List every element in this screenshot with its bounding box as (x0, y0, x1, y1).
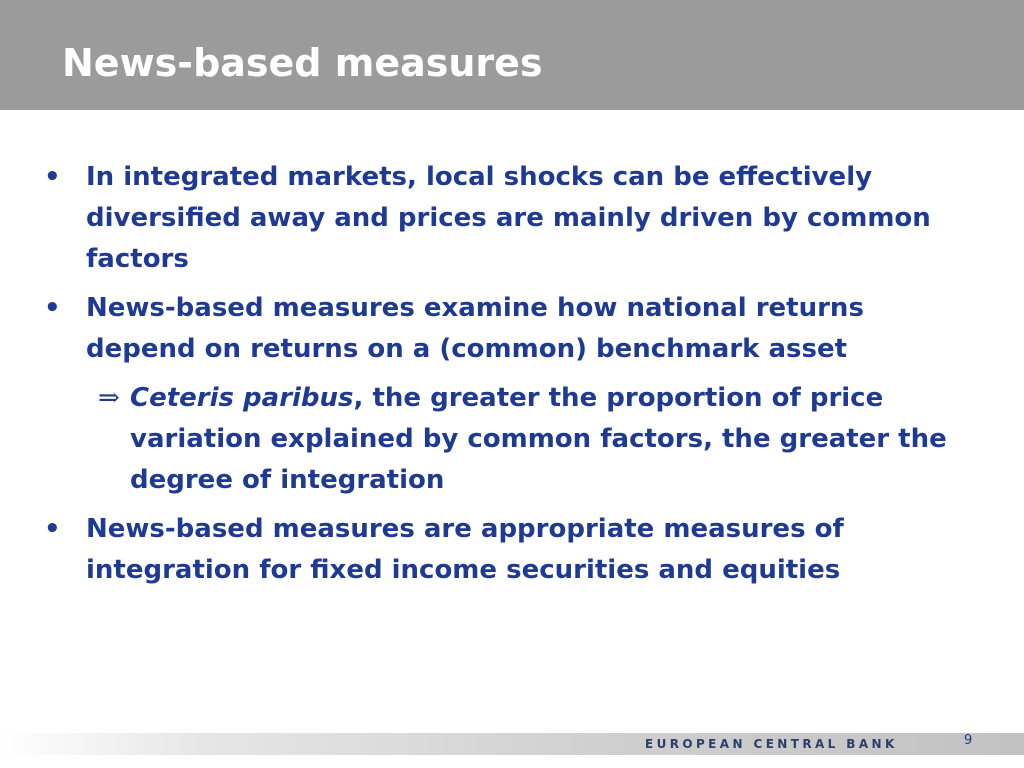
sub-bullet-italic-text: Ceteris paribus (130, 383, 354, 413)
bullet-marker: • (44, 514, 61, 544)
bullet-marker: • (44, 293, 61, 323)
footer-brand: EUROPEAN CENTRAL BANK (645, 737, 898, 751)
bullet-marker: • (44, 162, 61, 192)
bullet-text: News-based measures are appropriate measures of integration for fixed income securities and equities (86, 514, 844, 585)
bullet-item (44, 509, 964, 591)
bullet-item (44, 157, 964, 280)
slide-content (44, 157, 964, 599)
page-number: 9 (964, 733, 973, 748)
bullet-item (44, 288, 964, 370)
slide-title: News-based measures (62, 41, 543, 85)
bullet-text: In integrated markets, local shocks can be effectively diversified away and prices are mainly driven by common factors (86, 162, 931, 274)
sub-bullet-text: , the greater the proportion of price variation explained by common factors, the greater the degree of integration (130, 383, 947, 495)
bullet-text: News-based measures examine how national returns depend on returns on a (common) benchmark asset (86, 293, 864, 364)
sub-bullet-item (44, 378, 964, 501)
implies-arrow-icon: ⇒ (98, 383, 120, 413)
